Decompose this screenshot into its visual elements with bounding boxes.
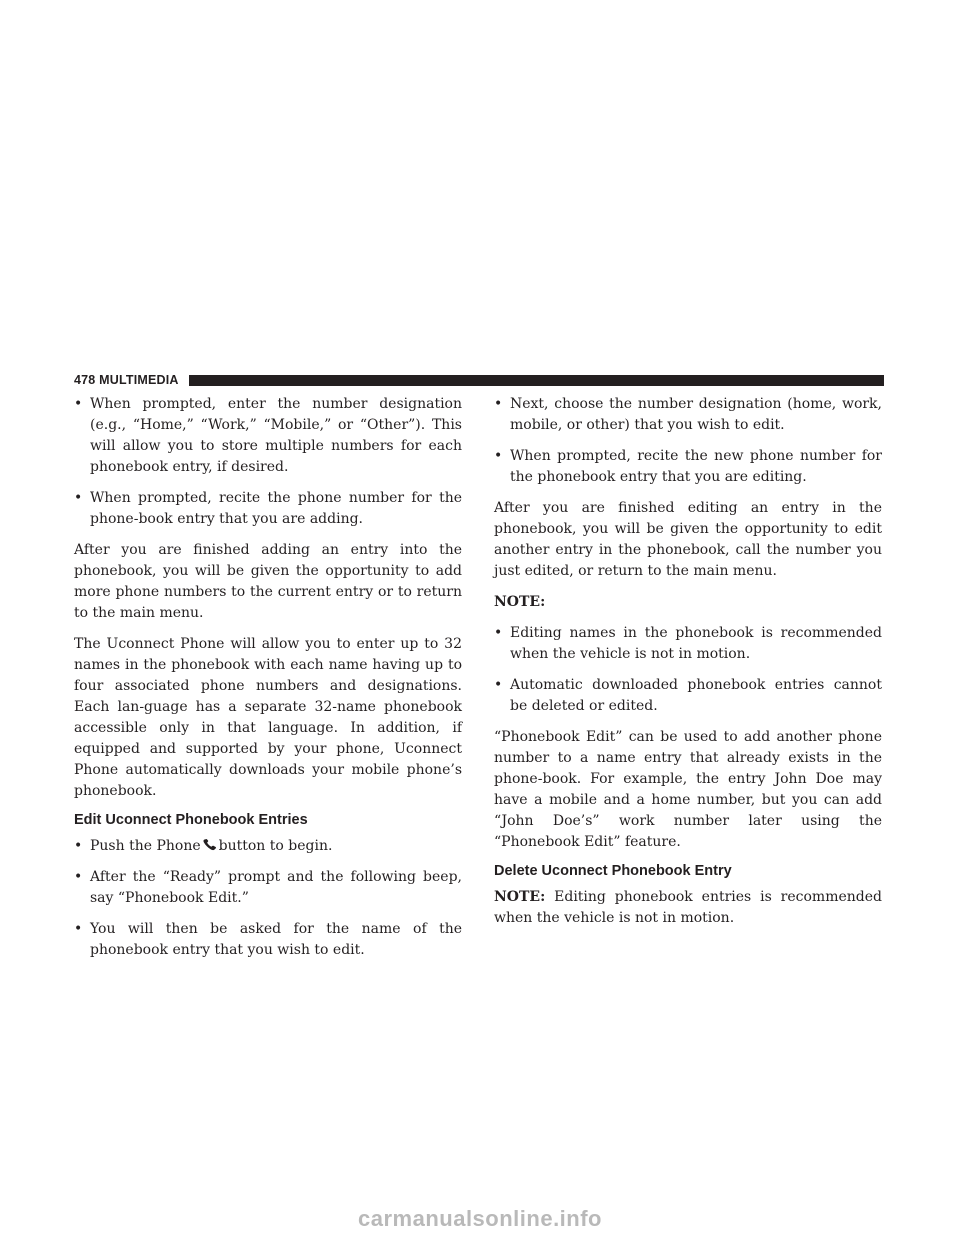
page-number-section-title: 478 MULTIMEDIA <box>74 373 179 387</box>
phone-icon <box>203 839 217 851</box>
list-item-text: After the “Ready” prompt and the following beep, say “Phonebook Edit.” <box>90 869 462 906</box>
list-item <box>494 675 882 717</box>
edit-steps-list <box>74 836 462 961</box>
list-item <box>74 867 462 909</box>
right-column <box>494 394 882 939</box>
paragraph-phonebook-edit-usage: “Phonebook Edit” can be used to add another phone number to a name entry that already exists in the phone-book. For example, the entry John Doe may have a mobile and a home number, but you can add “John Doe’s” work number later using the “Phonebook Edit” feature. <box>494 729 882 850</box>
final-note-text: Editing phonebook entries is recommended when the vehicle is not in motion. <box>494 889 882 926</box>
note-bullet-list <box>494 623 882 717</box>
heading-edit-entries: Edit Uconnect Phonebook Entries <box>74 812 308 828</box>
list-item-text: Push the Phone <box>90 838 201 854</box>
paragraph-phonebook-capacity: The Uconnect Phone will allow you to enter up to 32 names in the phonebook with each name having up to four associated phone numbers and designations. Each lan-guage has a separate 32-name phonebook accessible only in that language. In addition, if equipped and supported by your phone, Uconnect Phone automatically downloads your mobile phone’s phonebook. <box>74 636 462 799</box>
final-note <box>494 887 882 929</box>
bullet: • <box>494 448 503 464</box>
header-rule <box>189 375 884 386</box>
bullet: • <box>74 490 83 506</box>
list-item-text: You will then be asked for the name of the phonebook entry that you wish to edit. <box>90 921 462 958</box>
list-item-text: When prompted, recite the phone number for the phone-book entry that you are adding. <box>90 490 462 527</box>
paragraph-adding-finished: After you are finished adding an entry into the phonebook, you will be given the opportunity to add more phone numbers to the current entry or to return to the main menu. <box>74 542 462 621</box>
list-item <box>74 394 462 478</box>
page-header <box>74 372 884 388</box>
list-item <box>74 488 462 530</box>
heading-delete-entry: Delete Uconnect Phonebook Entry <box>494 863 732 879</box>
list-item <box>494 394 882 436</box>
paragraph-editing-finished: After you are finished editing an entry in the phonebook, you will be given the opportunity to edit another entry in the phonebook, call the number you just edited, or return to the main menu. <box>494 500 882 579</box>
watermark: carmanualsonline.info <box>358 1206 602 1231</box>
list-item-text: When prompted, enter the number designation (e.g., “Home,” “Work,” “Mobile,” or “Other”). This will allow you to store multiple numbers for each phonebook entry, if desired. <box>90 396 462 475</box>
list-item-text: Automatic downloaded phonebook entries cannot be deleted or edited. <box>510 677 882 714</box>
left-column <box>74 394 462 971</box>
list-item-text: When prompted, recite the new phone number for the phonebook entry that you are editing. <box>510 448 882 485</box>
list-item <box>74 919 462 961</box>
left-bullet-list-top <box>74 394 462 530</box>
final-note-label: NOTE: <box>494 889 546 905</box>
list-item <box>74 836 462 857</box>
bullet: • <box>74 396 83 412</box>
list-item-text-after-icon: button to begin. <box>218 838 333 854</box>
list-item <box>494 446 882 488</box>
list-item <box>494 623 882 665</box>
bullet: • <box>494 396 503 412</box>
right-bullet-list-top <box>494 394 882 488</box>
note-heading: NOTE: <box>494 594 546 610</box>
bullet: • <box>74 869 83 885</box>
list-item-text: Editing names in the phonebook is recommended when the vehicle is not in motion. <box>510 625 882 662</box>
bullet: • <box>494 625 503 641</box>
list-item-text: Next, choose the number designation (home, work, mobile, or other) that you wish to edit. <box>510 396 882 433</box>
bullet: • <box>494 677 503 693</box>
bullet: • <box>74 838 83 854</box>
bullet: • <box>74 921 83 937</box>
